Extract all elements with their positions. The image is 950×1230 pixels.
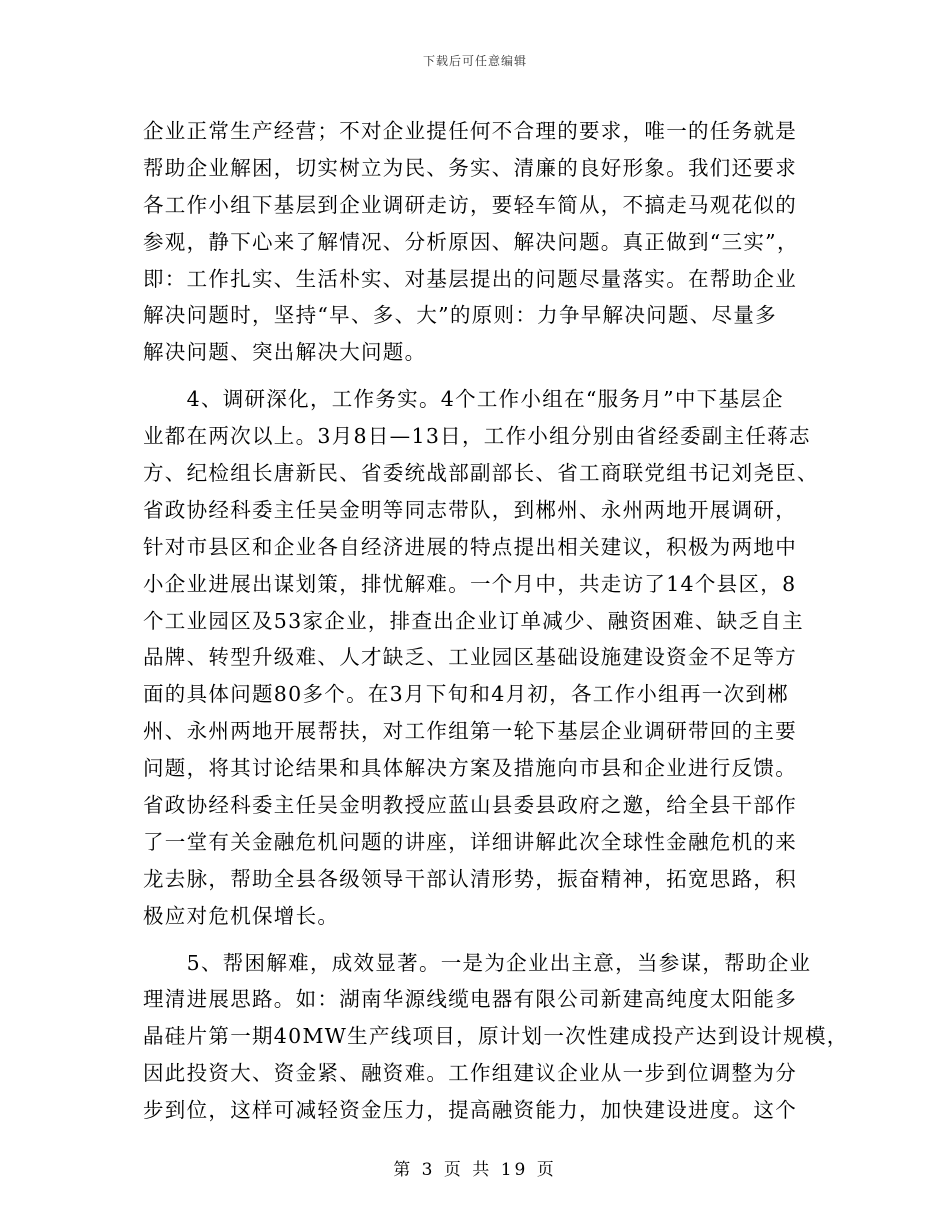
text-line: 极应对危机保增长。	[143, 903, 340, 928]
text-line: 方、纪检组长唐新民、省委统战部副部长、省工商联党组书记刘尧臣、	[143, 461, 819, 486]
text-line: 针对市县区和企业各自经济进展的特点提出相关建议，积极为两地中	[143, 534, 797, 559]
text-line: 州、永州两地开展帮扶，对工作组第一轮下基层企业调研带回的主要	[143, 719, 797, 744]
text-line: 各工作小组下基层到企业调研走访，要轻车简从，不搞走马观花似的	[143, 192, 797, 217]
text-line: 5、帮困解难，成效显著。一是为企业出主意，当参谋，帮助企业	[143, 950, 812, 975]
text-line: 参观，静下心来了解情况、分析原因、解决问题。真正做到“三实”，	[143, 229, 799, 254]
text-line: 个工业园区及53家企业，排查出企业订单减少、融资困难、缺乏自主	[143, 608, 804, 633]
text-line: 解决问题时，坚持“早、多、大”的原则：力争早解决问题、尽量多	[143, 303, 777, 328]
text-line: 4、调研深化，工作务实。4个工作小组在“服务月”中下基层企	[143, 387, 784, 412]
body-text	[143, 113, 849, 1129]
text-line: 省政协经科委主任吴金明等同志带队，到郴州、永州两地开展调研，	[143, 497, 797, 522]
paragraph-gap	[143, 371, 811, 381]
text-line: 步到位，这样可减轻资金压力，提高融资能力，加快建设进度。这个	[143, 1098, 797, 1123]
text-line: 品牌、转型升级难、人才缺乏、工业园区基础设施建设资金不足等方	[143, 645, 797, 670]
text-line: 面的具体问题80多个。在3月下旬和4月初，各工作小组再一次到郴	[143, 682, 789, 707]
text-line: 解决问题、突出解决大问题。	[143, 340, 427, 365]
page-number: 第 3 页 共 19 页	[393, 1160, 557, 1180]
text-line: 帮助企业解困，切实树立为民、务实、清廉的良好形象。我们还要求	[143, 155, 797, 180]
text-line: 即：工作扎实、生活朴实、对基层提出的问题尽量落实。在帮助企业	[143, 266, 797, 291]
text-line: 业都在两次以上。3月8日—13日，工作小组分别由省经委副主任蒋志	[143, 424, 811, 449]
page-header: 下载后可任意编辑	[422, 54, 527, 68]
text-line: 小企业进展出谋划策，排忧解难。一个月中，共走访了14个县区，8	[143, 571, 797, 596]
text-line: 因此投资大、资金紧、融资难。工作组建议企业从一步到位调整为分	[143, 1061, 797, 1086]
text-line: 企业正常生产经营；不对企业提任何不合理的要求，唯一的任务就是	[143, 119, 797, 143]
text-line: 问题，将其讨论结果和具体解决方案及措施向市县和企业进行反馈。	[143, 756, 797, 781]
text-line: 晶硅片第一期40MW生产线项目，原计划一次性建成投产达到设计规模，	[143, 1024, 849, 1049]
text-line: 龙去脉，帮助全县各级领导干部认清形势，振奋精神，拓宽思路，积	[143, 866, 797, 891]
text-line: 省政协经科委主任吴金明教授应蓝山县委县政府之邀，给全县干部作	[143, 793, 797, 818]
text-line: 了一堂有关金融危机问题的讲座，详细讲解此次全球性金融危机的来	[143, 829, 797, 854]
text-line: 理清进展思路。如：湖南华源线缆电器有限公司新建高纯度太阳能多	[143, 987, 797, 1012]
paragraph-gap	[143, 935, 811, 945]
